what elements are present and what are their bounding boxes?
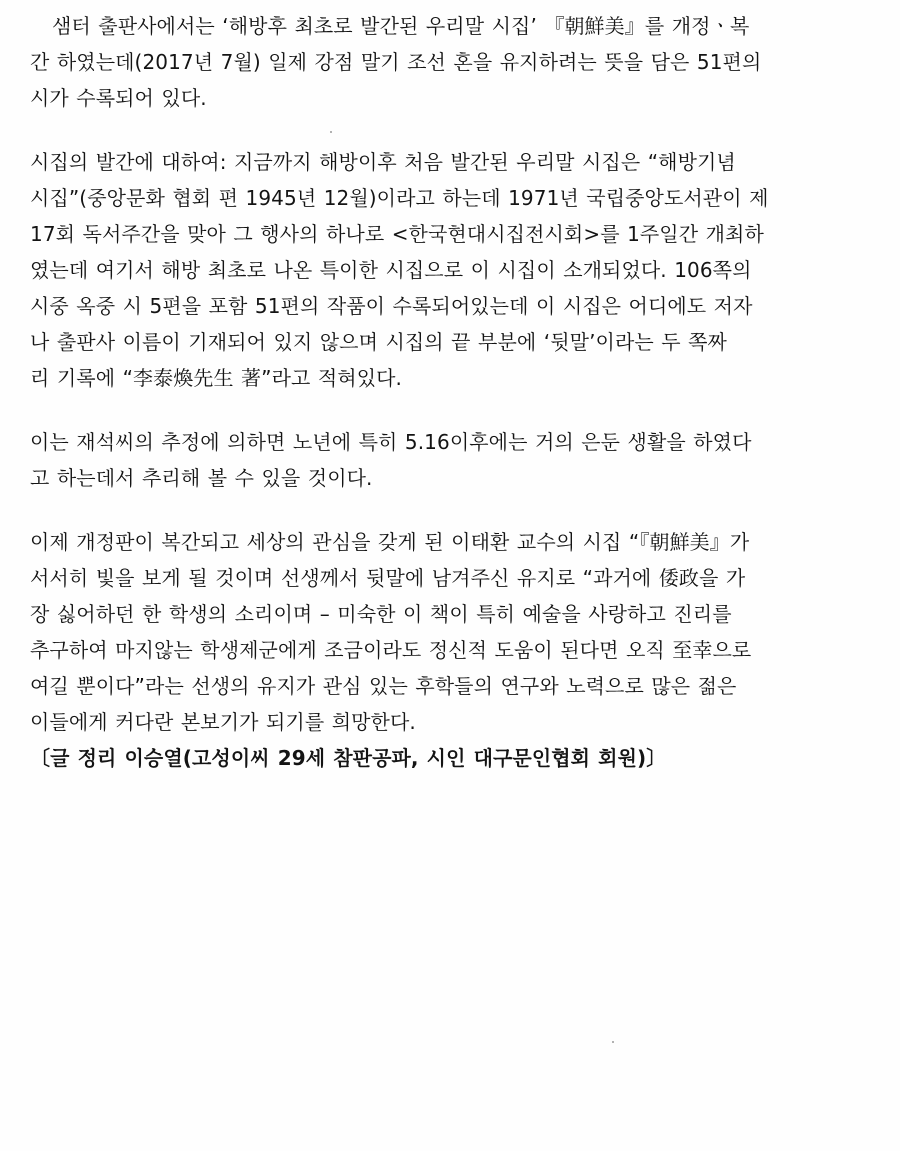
text-line: 여길 뿐이다”라는 선생의 유지가 관심 있는 후학들의 연구와 노력으로 많은 젊은 — [30, 674, 737, 698]
paragraph-intro — [30, 8, 875, 116]
paragraph-publication — [30, 144, 875, 396]
text-line: 고 하는데서 추리해 볼 수 있을 것이다. — [30, 466, 373, 490]
text-line: 시집의 발간에 대하여: 지금까지 해방이후 처음 발간된 우리말 시집은 “해방기념 — [30, 150, 736, 174]
author-signature: 〔글 정리 이승열(고성이씨 29세 참판공파, 시인 대구문인협회 회원)〕 — [30, 746, 667, 770]
text-line: 추구하여 마지않는 학생제군에게 조금이라도 정신적 도움이 된다면 오직 至幸으로 — [30, 638, 752, 662]
text-line: 17회 독서주간을 맞아 그 행사의 하나로 <한국현대시집전시회>를 1주일간 개최하 — [30, 222, 764, 246]
document-body — [30, 8, 875, 776]
text-line: 이제 개정판이 복간되고 세상의 관심을 갖게 된 이태환 교수의 시집 “『朝鮮美』가 — [30, 530, 750, 554]
text-line: 이는 재석씨의 추정에 의하면 노년에 특히 5.16이후에는 거의 은둔 생활을 하였다 — [30, 430, 752, 454]
text-line: 나 출판사 이름이 기재되어 있지 않으며 시집의 끝 부분에 ‘뒷말’이라는 두 쪽짜 — [30, 330, 727, 354]
text-line: 간 하였는데(2017년 7월) 일제 강점 말기 조선 혼을 유지하려는 뜻을 담은 51편의 — [30, 50, 762, 74]
paragraph-gap — [30, 116, 875, 144]
text-line: 리 기록에 “李泰煥先生 著”라고 적혀있다. — [30, 366, 403, 390]
paragraph-gap — [30, 496, 875, 524]
text-line: 시가 수록되어 있다. — [30, 86, 207, 110]
text-line: 샘터 출판사에서는 ‘해방후 최초로 발간된 우리말 시집’ 『朝鮮美』를 개정ㆍ복 — [52, 14, 750, 38]
paragraph-conclusion — [30, 524, 875, 740]
text-line: 이들에게 커다란 본보기가 되기를 희망한다. — [30, 710, 416, 734]
text-line: 장 싫어하던 한 학생의 소리이며 – 미숙한 이 책이 특히 예술을 사랑하고 진리를 — [30, 602, 732, 626]
paragraph-gap — [30, 396, 875, 424]
scan-speck — [330, 131, 332, 133]
text-line: 였는데 여기서 해방 최초로 나온 특이한 시집으로 이 시집이 소개되었다. 106쪽의 — [30, 258, 752, 282]
scan-speck — [612, 1041, 614, 1043]
text-line: 서서히 빛을 보게 될 것이며 선생께서 뒷말에 남겨주신 유지로 “과거에 倭政을 가 — [30, 566, 746, 590]
text-line: 시집”(중앙문화 협회 편 1945년 12월)이라고 하는데 1971년 국립중앙도서관이 제 — [30, 186, 769, 210]
text-line: 시중 옥중 시 5편을 포함 51편의 작품이 수록되어있는데 이 시집은 어디에도 저자 — [30, 294, 753, 318]
paragraph-estimate — [30, 424, 875, 496]
